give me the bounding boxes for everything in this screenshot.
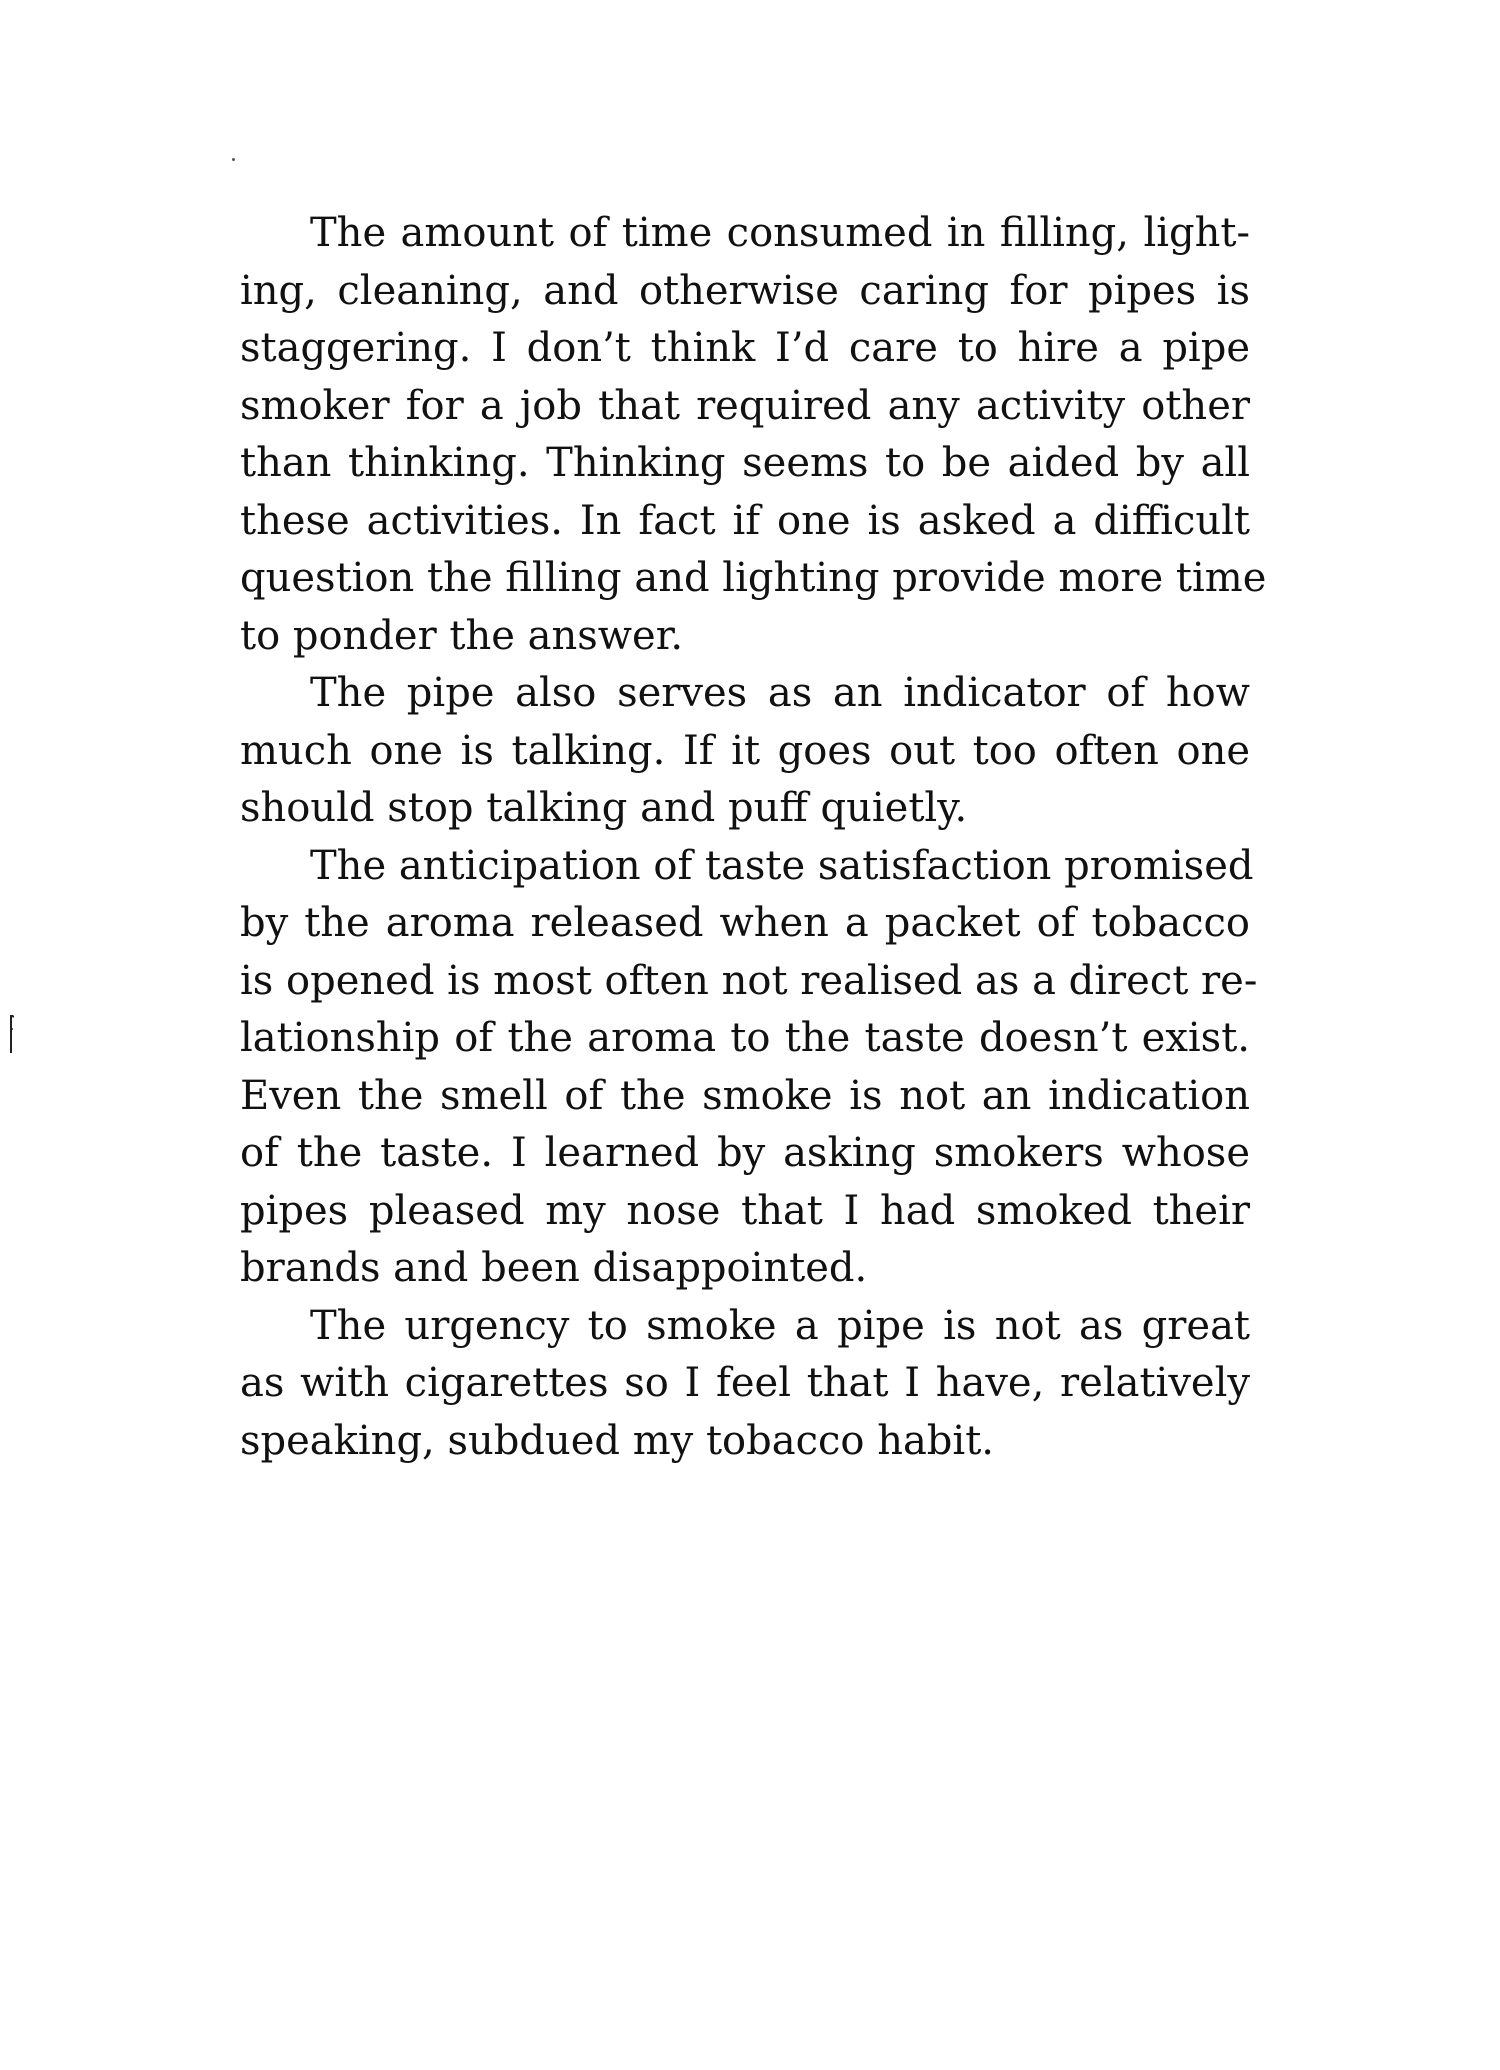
text-line: The pipe also serves as an indicator of how bbox=[310, 670, 1250, 716]
text-line: should stop talking and puff quietly. bbox=[240, 785, 968, 831]
scan-speck bbox=[232, 158, 235, 161]
text-line: smoker for a job that required any activity other bbox=[240, 382, 1250, 429]
text-line: as with cigarettes so I feel that I have, relatively bbox=[240, 1360, 1250, 1406]
scan-artifact-mark bbox=[8, 1015, 14, 1085]
text-line: brands and been disappointed. bbox=[240, 1245, 868, 1291]
text-line: lationship of the aroma to the taste doesn’t exist. bbox=[240, 1015, 1250, 1061]
text-line: Even the smell of the smoke is not an indication bbox=[240, 1072, 1250, 1119]
text-line: is opened is most often not realised as a direct re- bbox=[240, 957, 1258, 1004]
paragraph-2 bbox=[240, 665, 1250, 838]
text-line: staggering. I don’t think I’d care to hire a pipe bbox=[240, 325, 1250, 371]
body-text bbox=[240, 205, 1267, 1470]
paragraph-4 bbox=[240, 1298, 1250, 1471]
text-line: to ponder the answer. bbox=[240, 612, 684, 659]
text-line: pipes pleased my nose that I had smoked their bbox=[240, 1187, 1250, 1234]
text-line: much one is talking. If it goes out too often one bbox=[240, 727, 1250, 774]
text-line: speaking, subdued my tobacco habit. bbox=[240, 1417, 994, 1464]
text-line: ing, cleaning, and otherwise caring for pipes is bbox=[240, 267, 1250, 314]
text-line: The anticipation of taste satisfaction promised bbox=[310, 842, 1254, 889]
text-line: than thinking. Thinking seems to be aided by all bbox=[240, 440, 1250, 486]
paragraph-1 bbox=[240, 205, 1267, 665]
text-line: question the filling and lighting provide more time bbox=[240, 555, 1267, 601]
text-line: of the taste. I learned by asking smokers whose bbox=[240, 1130, 1250, 1176]
text-line: The amount of time consumed in filling, light- bbox=[310, 210, 1250, 256]
paragraph-3 bbox=[240, 838, 1258, 1298]
text-line: The urgency to smoke a pipe is not as great bbox=[310, 1302, 1250, 1349]
text-line: by the aroma released when a packet of tobacco bbox=[240, 900, 1250, 946]
text-line: these activities. In fact if one is asked a difficult bbox=[240, 497, 1250, 544]
